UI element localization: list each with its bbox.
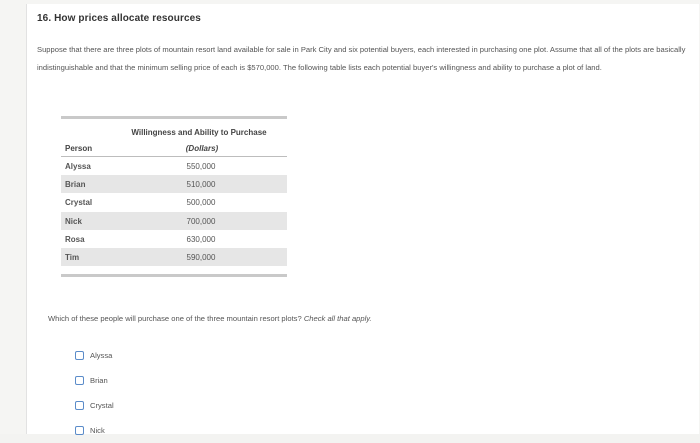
value-cell: 700,000 <box>186 216 216 226</box>
table-group-header: Willingness and Ability to Purchase <box>131 128 267 137</box>
table-row <box>61 193 287 211</box>
person-cell: Alyssa <box>65 162 91 171</box>
person-cell: Brian <box>65 180 86 190</box>
option-brian[interactable] <box>75 368 114 393</box>
unit-column-header: (Dollars) <box>185 144 219 153</box>
question-card <box>26 4 699 434</box>
checkbox-crystal[interactable] <box>75 401 84 410</box>
value-cell: 500,000 <box>186 198 216 208</box>
table-row <box>61 157 287 175</box>
question-prompt <box>48 314 372 323</box>
checkbox-brian[interactable] <box>75 376 84 385</box>
option-label: Alyssa <box>90 351 113 360</box>
question-intro: Suppose that there are three plots of mountain resort land available for sale in Park City and six potential buyers, each interested in purchasing one plot. Assume that all of the plots are basically indistinguishable and that the minimum selling price of each is $570,000. The following table lists each potential buyer's willingness and ability to purchase a plot of land. <box>37 45 686 72</box>
person-cell: Rosa <box>65 234 85 244</box>
table-row <box>61 175 287 193</box>
value-cell: 510,000 <box>186 180 216 190</box>
table-column-header-row <box>61 143 287 157</box>
prompt-hint: Check all that apply. <box>303 314 372 323</box>
person-cell: Crystal <box>65 198 93 208</box>
table-top-rule <box>61 116 287 119</box>
value-cell: 630,000 <box>186 234 216 244</box>
value-cell: 590,000 <box>186 252 216 262</box>
person-column-header: Person <box>65 144 93 153</box>
answer-options <box>75 343 114 443</box>
value-cell: 550,000 <box>186 162 216 171</box>
table-bottom-rule <box>61 274 287 277</box>
checkbox-alyssa[interactable] <box>75 351 84 360</box>
person-cell: Nick <box>65 216 82 226</box>
option-label: Crystal <box>90 401 114 410</box>
table-row <box>61 212 287 230</box>
option-label: Nick <box>90 426 105 435</box>
option-crystal[interactable] <box>75 393 114 418</box>
person-cell: Tim <box>65 252 80 262</box>
option-nick[interactable] <box>75 418 114 443</box>
question-title: 16. How prices allocate resources <box>37 13 201 24</box>
option-alyssa[interactable] <box>75 343 114 368</box>
table-group-header-row <box>61 128 287 143</box>
prompt-text: Which of these people will purchase one of the three mountain resort plots? <box>48 314 302 323</box>
table-row <box>61 230 287 248</box>
table-row <box>61 248 287 266</box>
willingness-table <box>61 116 287 277</box>
option-label: Brian <box>90 376 108 385</box>
